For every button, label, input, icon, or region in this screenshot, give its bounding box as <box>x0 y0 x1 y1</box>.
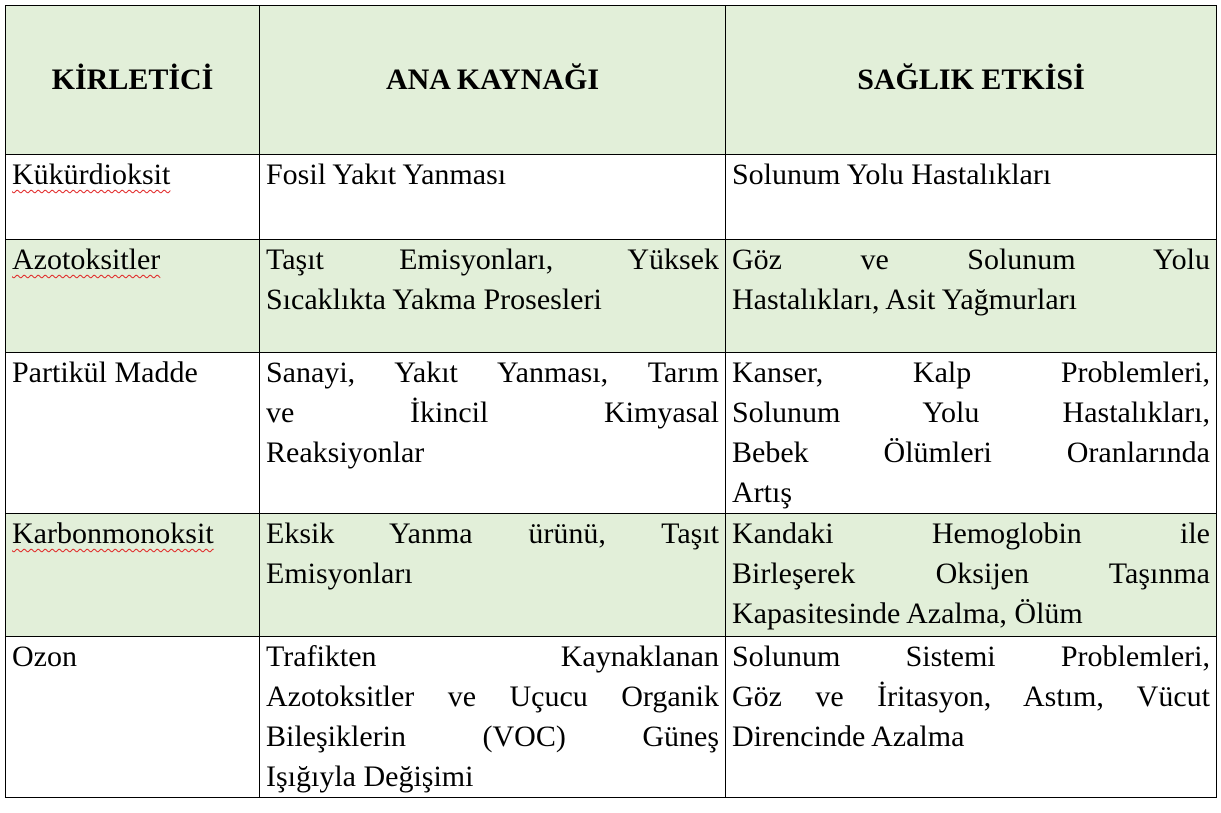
effect-line: Kandaki Hemoglobin ile <box>732 517 1210 550</box>
pollutant-cell <box>6 240 260 353</box>
effect-line: Hastalıkları, Asit Yağmurları <box>732 283 1077 316</box>
effect-line: Kanser, Kalp Problemleri, <box>732 356 1210 389</box>
pollutant-name: Azotoksitler <box>12 243 161 276</box>
source-line: ve İkincil Kimyasal <box>266 396 719 429</box>
source-cell <box>260 240 726 353</box>
source-cell <box>260 637 726 798</box>
pollutant-cell <box>6 155 260 240</box>
source-cell <box>260 155 726 240</box>
source-line: Bileşiklerin (VOC) Güneş <box>266 720 719 753</box>
header-health-effect: SAĞLIK ETKİSİ <box>726 6 1217 155</box>
effect-line: Artış <box>732 476 792 509</box>
table-row <box>6 637 1217 798</box>
pollutant-name: Kükürdioksit <box>12 158 171 191</box>
effect-line: Direncinde Azalma <box>732 720 965 753</box>
pollutant-table <box>5 5 1217 798</box>
pollutant-name: Partikül Madde <box>12 356 198 389</box>
table-row <box>6 514 1217 637</box>
header-row <box>6 6 1217 155</box>
source-line: Işığıyla Değişimi <box>266 760 474 793</box>
source-line: Eksik Yanma ürünü, Taşıt <box>266 517 719 550</box>
effect-line: Solunum Yolu Hastalıkları, <box>732 396 1210 429</box>
table-row <box>6 353 1217 514</box>
pollutant-cell <box>6 353 260 514</box>
source-line: Azotoksitler ve Uçucu Organik <box>266 680 719 713</box>
source-line: Sanayi, Yakıt Yanması, Tarım <box>266 356 719 389</box>
effect-line: Solunum Yolu Hastalıkları <box>732 158 1052 191</box>
effect-line: Bebek Ölümleri Oranlarında <box>732 436 1210 469</box>
table-row <box>6 240 1217 353</box>
effect-cell <box>726 514 1217 637</box>
effect-line: Göz ve İritasyon, Astım, Vücut <box>732 680 1210 713</box>
source-line: Emisyonları <box>266 557 413 590</box>
source-line: Reaksiyonlar <box>266 436 425 469</box>
source-line: Taşıt Emisyonları, Yüksek <box>266 243 719 276</box>
pollutant-cell <box>6 514 260 637</box>
source-cell <box>260 353 726 514</box>
source-cell <box>260 514 726 637</box>
source-line: Sıcaklıkta Yakma Prosesleri <box>266 283 602 316</box>
header-main-source: ANA KAYNAĞI <box>260 6 726 155</box>
header-pollutant: KİRLETİCİ <box>6 6 260 155</box>
effect-line: Kapasitesinde Azalma, Ölüm <box>732 597 1083 630</box>
effect-line: Birleşerek Oksijen Taşınma <box>732 557 1210 590</box>
pollutant-name: Ozon <box>12 640 77 673</box>
pollutant-name: Karbonmonoksit <box>12 517 214 550</box>
effect-line: Solunum Sistemi Problemleri, <box>732 640 1210 673</box>
table-row <box>6 155 1217 240</box>
effect-cell <box>726 155 1217 240</box>
effect-line: Göz ve Solunum Yolu <box>732 243 1210 276</box>
effect-cell <box>726 240 1217 353</box>
source-line: Fosil Yakıt Yanması <box>266 158 507 191</box>
effect-cell <box>726 637 1217 798</box>
pollutant-cell <box>6 637 260 798</box>
effect-cell <box>726 353 1217 514</box>
source-line: Trafikten Kaynaklanan <box>266 640 719 673</box>
